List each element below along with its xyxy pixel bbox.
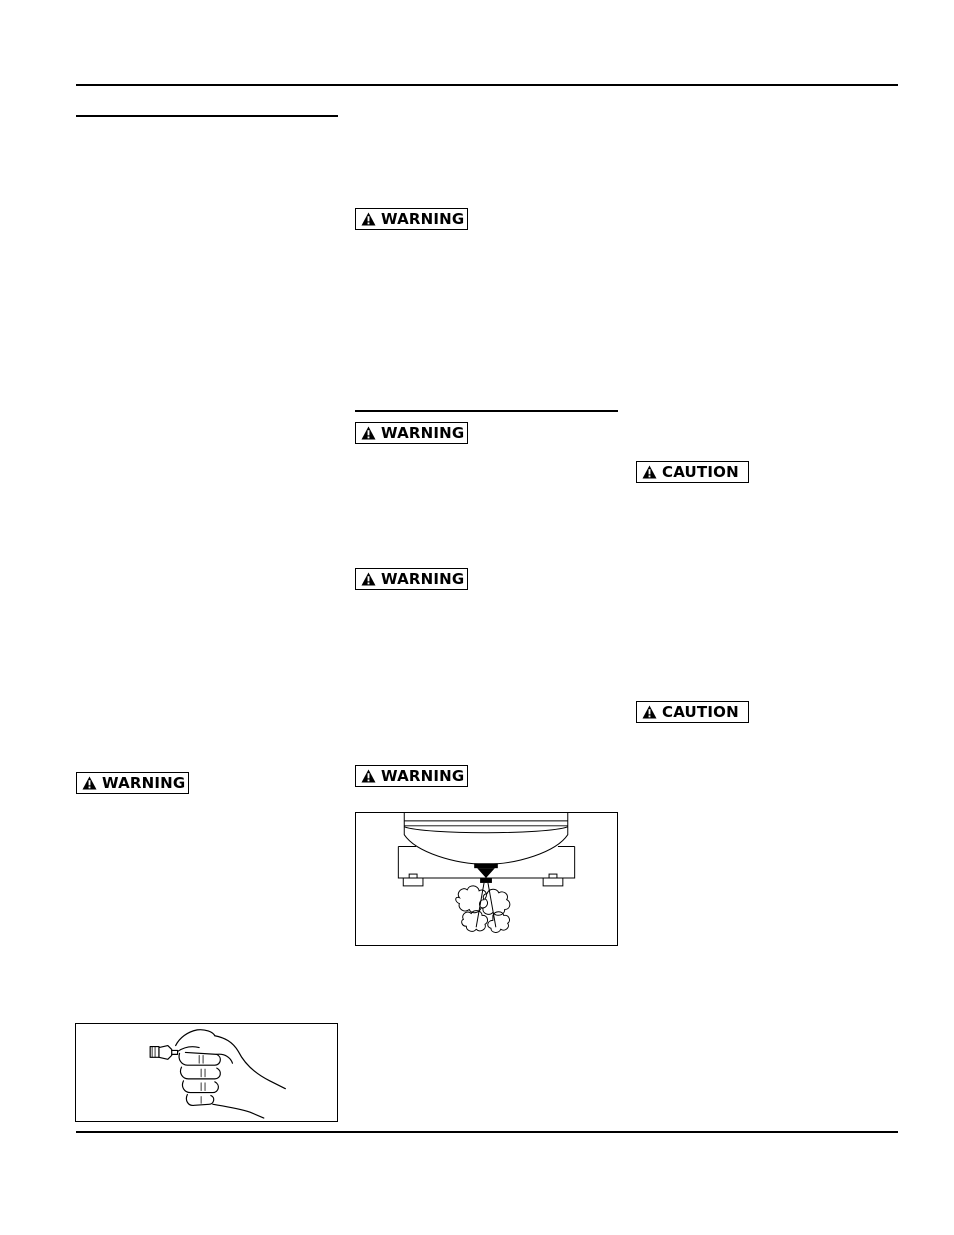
warning-label: WARNING <box>102 773 186 792</box>
warning-triangle-icon <box>642 705 657 719</box>
warning-badge-5 <box>76 772 189 794</box>
warning-label: WARNING <box>381 569 465 588</box>
section-rule-middle <box>355 410 618 412</box>
warning-badge-1 <box>355 208 468 230</box>
warning-label: WARNING <box>381 766 465 785</box>
caution-badge-2 <box>636 701 749 723</box>
warning-triangle-icon <box>82 776 97 790</box>
footer-rule <box>76 1131 898 1133</box>
warning-badge-2 <box>355 422 468 444</box>
warning-triangle-icon <box>361 572 376 586</box>
section-rule-left <box>76 115 338 117</box>
warning-triangle-icon <box>361 212 376 226</box>
header-rule <box>76 84 898 86</box>
warning-triangle-icon <box>642 465 657 479</box>
warning-label: WARNING <box>381 423 465 442</box>
warning-triangle-icon <box>361 426 376 440</box>
caution-badge-1 <box>636 461 749 483</box>
caution-label: CAUTION <box>662 462 739 481</box>
warning-label: WARNING <box>381 209 465 228</box>
warning-badge-3 <box>355 568 468 590</box>
warning-badge-4 <box>355 765 468 787</box>
tank-drain-drawing <box>356 813 617 945</box>
warning-triangle-icon <box>361 769 376 783</box>
caution-label: CAUTION <box>662 702 739 721</box>
hand-drain-drawing <box>76 1024 337 1121</box>
hand-drain-illustration <box>75 1023 338 1122</box>
tank-drain-illustration <box>355 812 618 946</box>
